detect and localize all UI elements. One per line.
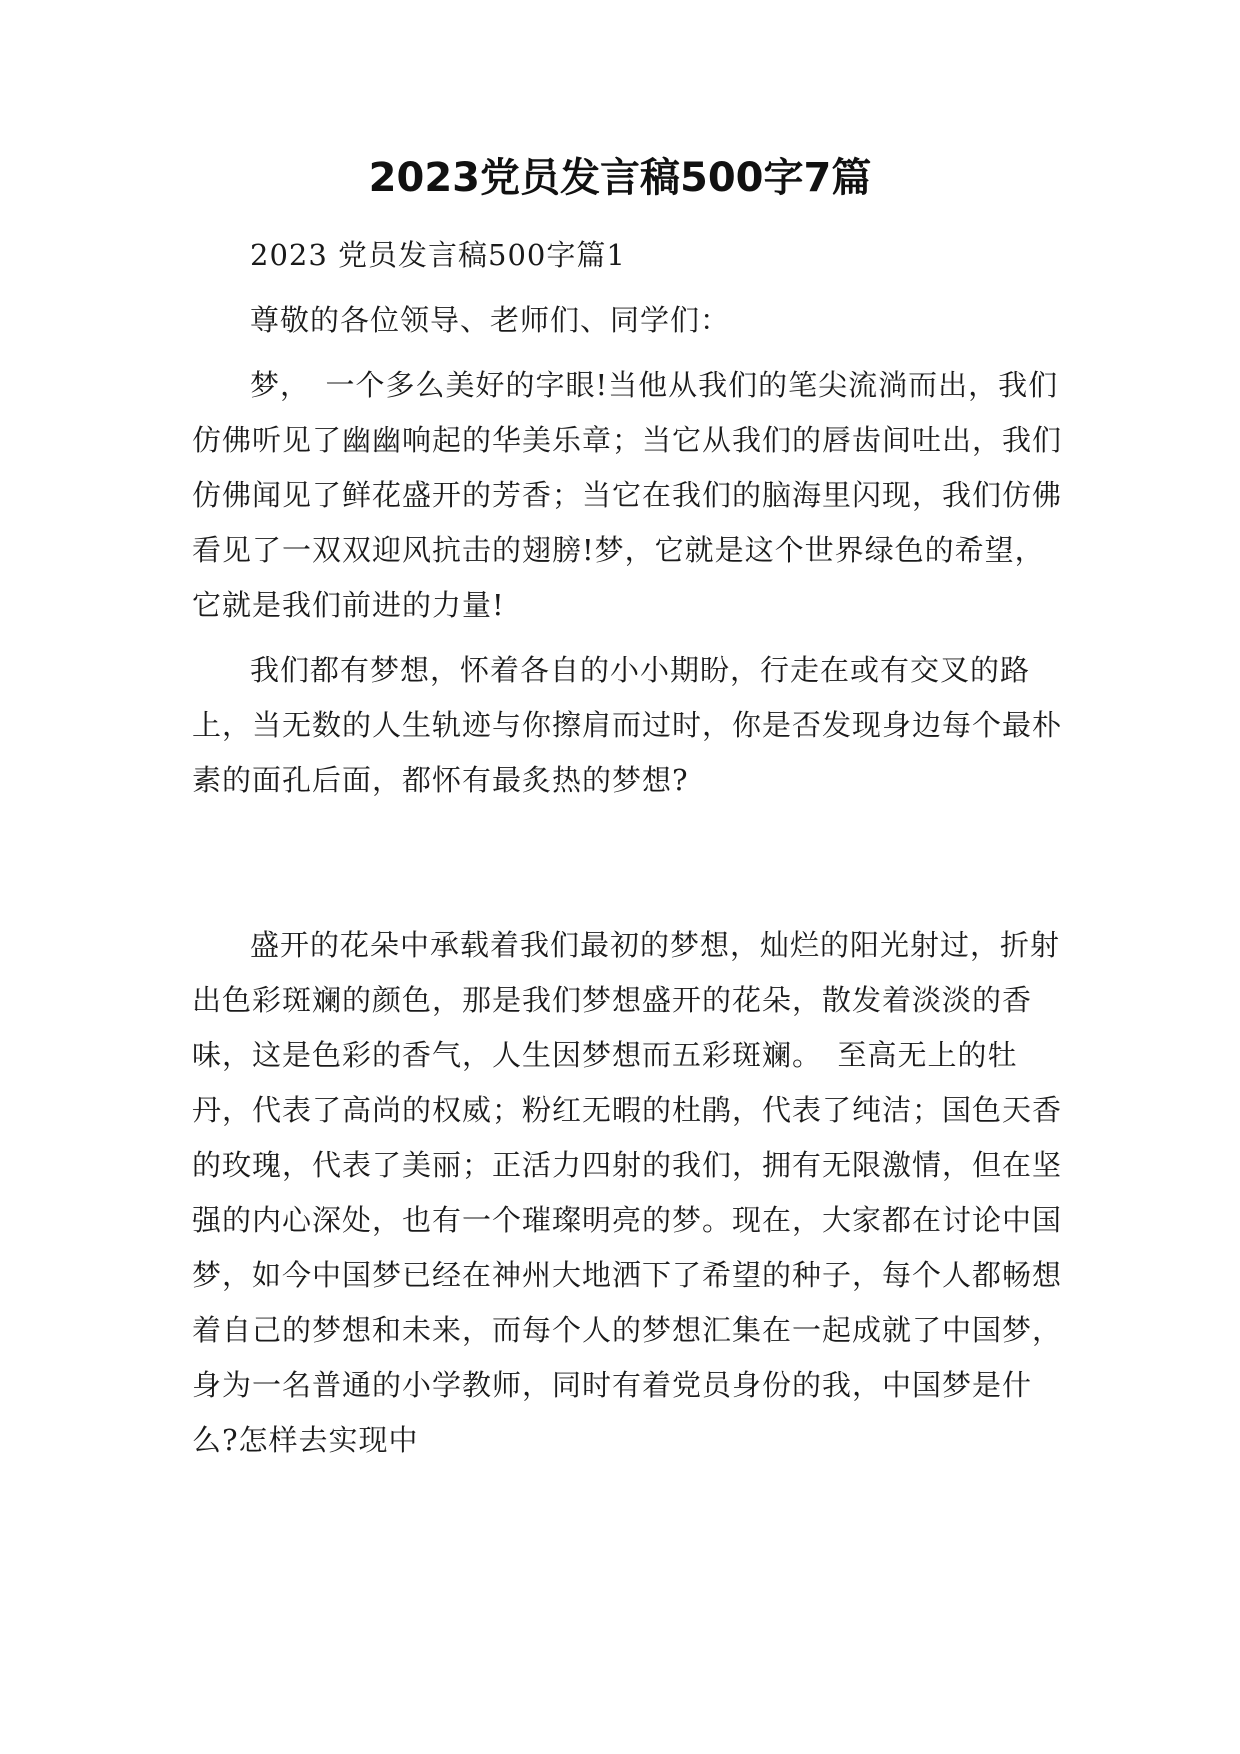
document-body: [192, 228, 1072, 1468]
salutation: 尊敬的各位领导、老师们、同学们：: [250, 303, 731, 337]
paragraph-2: 我们都有梦想，怀着各自的小小期盼，行走在或有交叉的路上，当无数的人生轨迹与你擦肩而过时，你是否发现身边每个最朴素的面孔后面，都怀有最炙热的梦想?: [192, 653, 1063, 797]
document-title: 2023党员发言稿500字7篇: [368, 155, 872, 201]
paragraph-3: 盛开的花朵中承载着我们最初的梦想，灿烂的阳光射过，折射出色彩斑斓的颜色，那是我们梦想盛开的花朵，散发着淡淡的香味，这是色彩的香气，人生因梦想而五彩斑斓。 至高无上的牡丹，代表了高尚的权威；粉红无暇的杜鹃，代表了纯洁；国色天香的玫瑰，代表了美丽；正活力四射的我们，拥有无限激情，但在坚强的内心深处，也有一个璀璨明亮的梦。现在，大家都在讨论中国梦，如今中国梦已经在神州大地洒下了希望的种子，每个人都畅想着自己的梦想和未来，而每个人的梦想汇集在一起成就了中国梦，身为一名普通的小学教师，同时有着党员身份的我，中国梦是什么?怎样去实现中: [192, 928, 1063, 1457]
section-heading: 2023 党员发言稿500字篇1: [250, 238, 626, 272]
paragraph-1: 梦， 一个多么美好的字眼!当他从我们的笔尖流淌而出，我们仿佛听见了幽幽响起的华美乐章；当它从我们的唇齿间吐出，我们仿佛闻见了鲜花盛开的芳香；当它在我们的脑海里闪现，我们仿佛看见了一双双迎风抗击的翅膀!梦，它就是这个世界绿色的希望，它就是我们前进的力量!: [192, 368, 1063, 622]
